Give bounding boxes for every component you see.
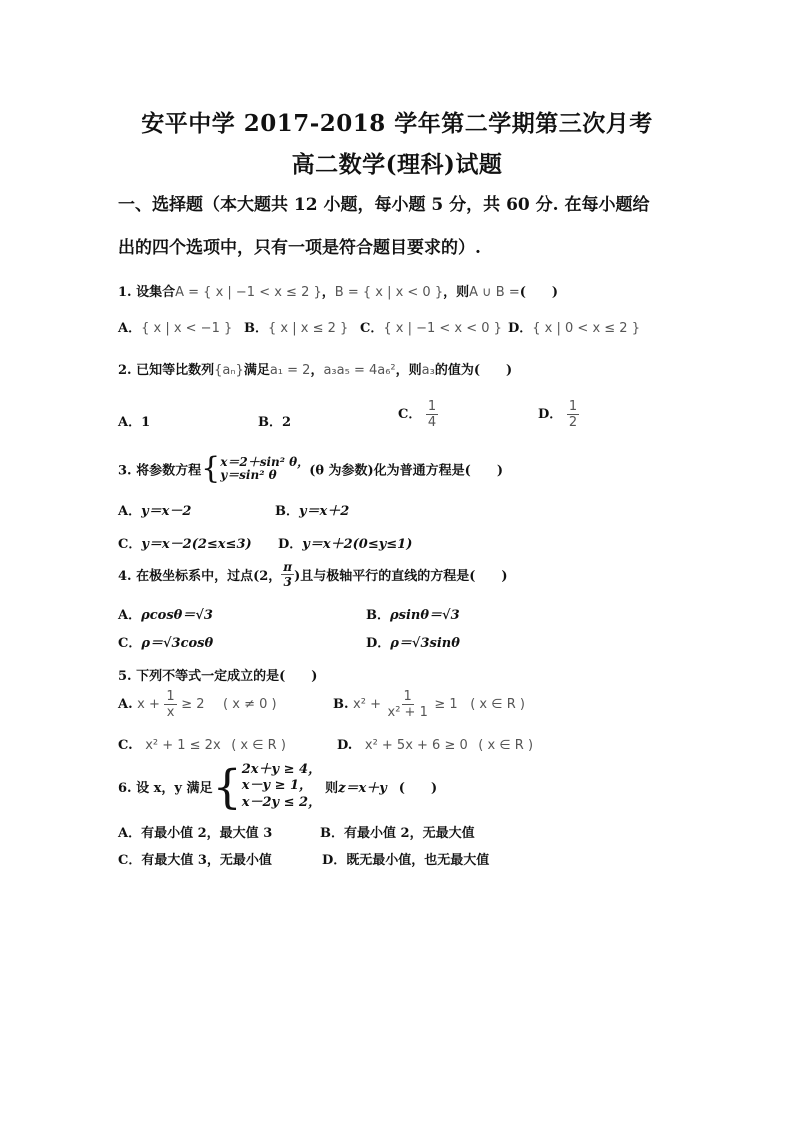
- q4-option-b: B．ρsinθ＝√3: [366, 608, 460, 623]
- left-brace: {: [201, 451, 221, 486]
- q1-option-c: C．{ x | −1 < x < 0 }: [360, 321, 502, 336]
- question-2-stem: 2. 已知等比数列{aₙ}满足a₁ = 2，a₃a₅ = 4a₆²，则a₃的值为( ): [118, 363, 513, 378]
- fraction-one-quarter: $\frac{1}{4}$: [427, 399, 437, 430]
- q1-option-d: D．{ x | 0 < x ≤ 2 }: [508, 321, 640, 336]
- left-brace-large: {: [212, 759, 242, 814]
- parametric-system: x＝2＋sin² θ， y＝sin² θ: [220, 455, 310, 482]
- question-5-stem: 5. 下列不等式一定成立的是( ): [118, 669, 318, 684]
- fraction-pi-over-3: $\frac{\pi}{3}$: [283, 560, 293, 589]
- question-3-stem: 3. 将参数方程{x＝2＋sin² θ， y＝sin² θ (θ 为参数)化为普通方程是( ): [118, 451, 503, 486]
- q4-option-d: D．ρ＝√3sinθ: [366, 636, 460, 651]
- fraction-one-half: $\frac{1}{2}$: [568, 399, 578, 430]
- question-6-stem: 6. 设 x，y 满足{2x＋y ≥ 4， x－y ≥ 1， x－2y ≤ 2，则z＝x＋y ( ): [118, 759, 438, 814]
- fraction-one-over-x: $\frac{1}{x}$: [166, 689, 175, 720]
- q5-option-a: A. x + $\frac{1}{x}$ ≥ 2 ( x ≠ 0 ): [118, 689, 277, 720]
- q6-option-b: B．有最小值 2，无最大值: [320, 826, 475, 841]
- q6-option-d: D．既无最小值，也无最大值: [322, 853, 490, 868]
- q6-option-c: C．有最大值 3，无最小值: [118, 853, 272, 868]
- section-heading-line2: 出的四个选项中，只有一项是符合题目要求的）.: [118, 238, 481, 258]
- q4-option-a: A．ρcosθ＝√3: [118, 608, 213, 623]
- inequality-system: 2x＋y ≥ 4， x－y ≥ 1， x－2y ≤ 2，: [241, 762, 322, 810]
- set-b: B = { x | x < 0 }: [334, 285, 444, 300]
- q3-option-b: B．y＝x＋2: [275, 504, 350, 519]
- q2-option-c: C． $\frac{1}{4}$: [398, 399, 437, 430]
- q3-option-c: C．y＝x－2(2≤x≤3): [118, 537, 252, 552]
- q2-option-b: B．2: [258, 415, 292, 430]
- q4-option-c: C．ρ＝√3cosθ: [118, 636, 214, 651]
- q5-option-b: B. x² + $\frac{1}{\text{x² + 1}}$ ≥ 1 ( x ∈ R ): [333, 689, 525, 720]
- q5-option-c: C. x² + 1 ≤ 2x ( x ∈ R ): [118, 738, 286, 753]
- q6-option-a: A．有最小值 2，最大值 3: [118, 826, 273, 841]
- exam-title: 安平中学 2017-2018 学年第二学期第三次月考: [141, 110, 653, 137]
- q2-option-a: A．1: [118, 415, 151, 430]
- q5-option-d: D. x² + 5x + 6 ≥ 0 ( x ∈ R ): [337, 738, 534, 753]
- q1-option-b: B．{ x | x ≤ 2 }: [244, 321, 349, 336]
- question-1-stem: 1. 设集合A = { x | −1 < x ≤ 2 }，B = { x | x < 0 }，则A ∪ B =( ): [118, 285, 559, 300]
- q2-option-d: D． $\frac{1}{2}$: [538, 399, 578, 430]
- set-a: A = { x | −1 < x ≤ 2 }: [175, 285, 322, 300]
- question-4-stem: 4. 在极坐标系中，过点(2， $\frac{\pi}{3}$ )且与极轴平行的直线的方程是( ): [118, 560, 508, 589]
- q1-option-a: A．{ x | x < −1 }: [118, 321, 233, 336]
- exam-subtitle: 高二数学(理科)试题: [291, 151, 503, 178]
- q3-option-d: D．y＝x＋2(0≤y≤1): [278, 537, 413, 552]
- fraction-one-over-x2-plus-1: $\frac{1}{\text{x² + 1}}$: [387, 689, 428, 720]
- q3-option-a: A．y＝x－2: [118, 504, 192, 519]
- section-heading-line1: 一、选择题（本大题共 12 小题，每小题 5 分，共 60 分. 在每小题给: [118, 195, 650, 215]
- union-expr: A ∪ B =: [469, 285, 520, 300]
